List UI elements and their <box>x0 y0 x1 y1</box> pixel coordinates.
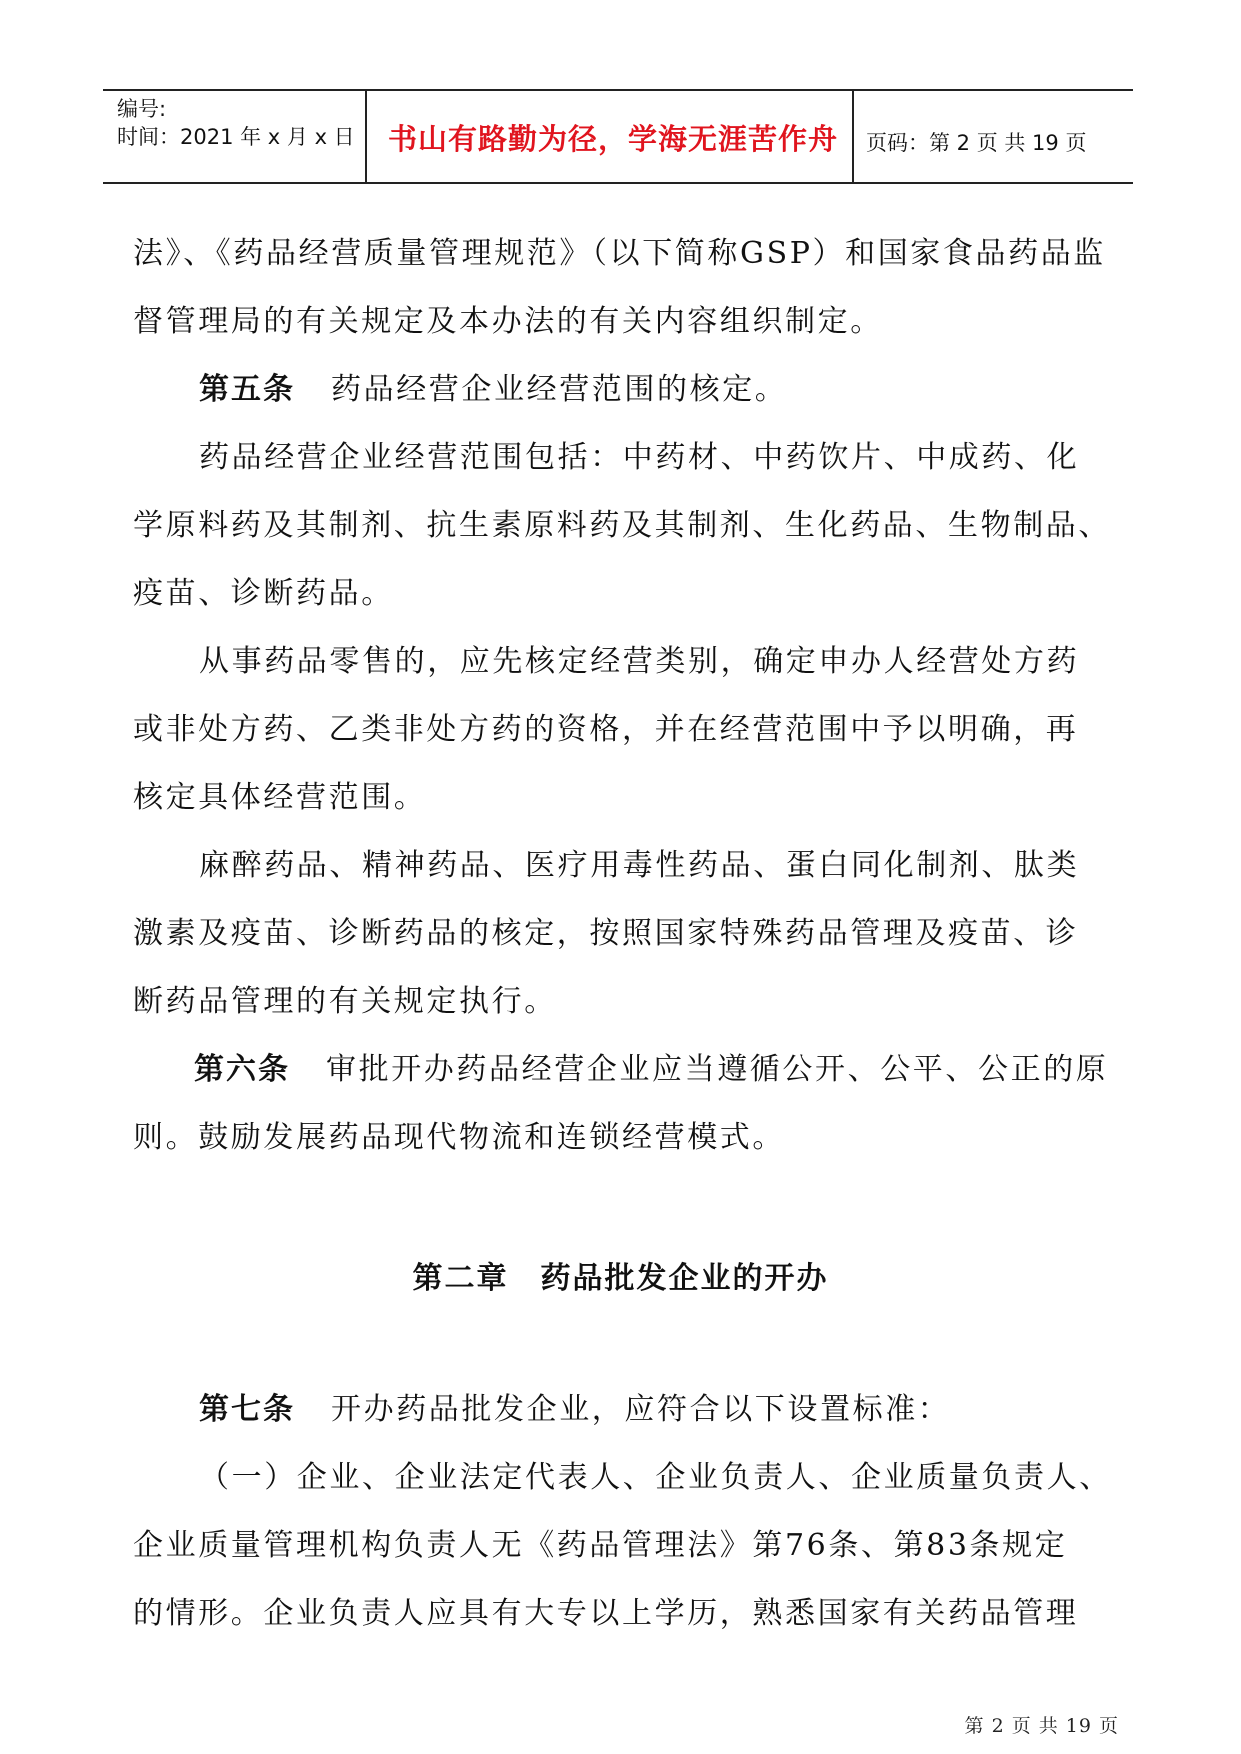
article-5-text: 药品经营企业经营范围的核定。 <box>331 372 788 407</box>
body-line: 学原料药及其制剂、抗生素原料药及其制剂、生化药品、生物制品、 <box>133 508 1111 543</box>
body-line: （一）企业、企业法定代表人、企业负责人、企业质量负责人、 <box>199 1460 1112 1495</box>
article-6 <box>194 1044 1108 1088</box>
body-line: 的情形。企业负责人应具有大专以上学历，熟悉国家有关药品管理 <box>133 1596 1079 1631</box>
article-7-text: 开办药品批发企业，应符合以下设置标准： <box>331 1392 951 1427</box>
body-line: 核定具体经营范围。 <box>133 780 427 815</box>
chapter-title: 第二章 药品批发企业的开办 <box>412 1261 829 1296</box>
article-6-label: 第六条 <box>194 1052 290 1087</box>
body-line: 麻醉药品、精神药品、医疗用毒性药品、蛋白同化制剂、肽类 <box>199 848 1080 883</box>
article-6-text: 审批开办药品经营企业应当遵循公开、公平、公正的原 <box>326 1052 1109 1087</box>
article-5 <box>199 364 787 408</box>
body-line: 企业质量管理机构负责人无《药品管理法》第76条、第83条规定 <box>133 1528 1068 1563</box>
body-line: 药品经营企业经营范围包括：中药材、中药饮片、中成药、化 <box>199 440 1080 475</box>
header-motto: 书山有路勤为径，学海无涯苦作舟 <box>387 122 838 156</box>
body-line: 则。鼓励发展药品现代物流和连锁经营模式。 <box>133 1120 785 1155</box>
body-line: 或非处方药、乙类非处方药的资格，并在经营范围中予以明确，再 <box>133 712 1079 747</box>
body-line: 督管理局的有关规定及本办法的有关内容组织制定。 <box>133 304 883 339</box>
body-line: 疫苗、诊断药品。 <box>133 576 394 611</box>
header-number-label: 编号: <box>117 97 167 121</box>
body-line: 激素及疫苗、诊断药品的核定，按照国家特殊药品管理及疫苗、诊 <box>133 916 1079 951</box>
article-7 <box>199 1384 950 1428</box>
header-page-label: 页码：第 2 页 共 19 页 <box>866 131 1087 155</box>
article-5-label: 第五条 <box>199 372 295 407</box>
body-line: 断药品管理的有关规定执行。 <box>133 984 557 1019</box>
header-top-rule <box>103 89 1133 91</box>
footer-page-number: 第 2 页 共 19 页 <box>964 1715 1119 1737</box>
header-time-label: 时间：2021 年 x 月 x 日 <box>117 125 355 149</box>
article-7-label: 第七条 <box>199 1392 295 1427</box>
body-line: 法》、《药品经营质量管理规范》（以下简称GSP）和国家食品药品监 <box>133 236 1106 271</box>
header-divider-left <box>365 91 367 183</box>
body-line: 从事药品零售的，应先核定经营类别，确定申办人经营处方药 <box>199 644 1080 679</box>
header-bottom-rule <box>103 182 1133 184</box>
